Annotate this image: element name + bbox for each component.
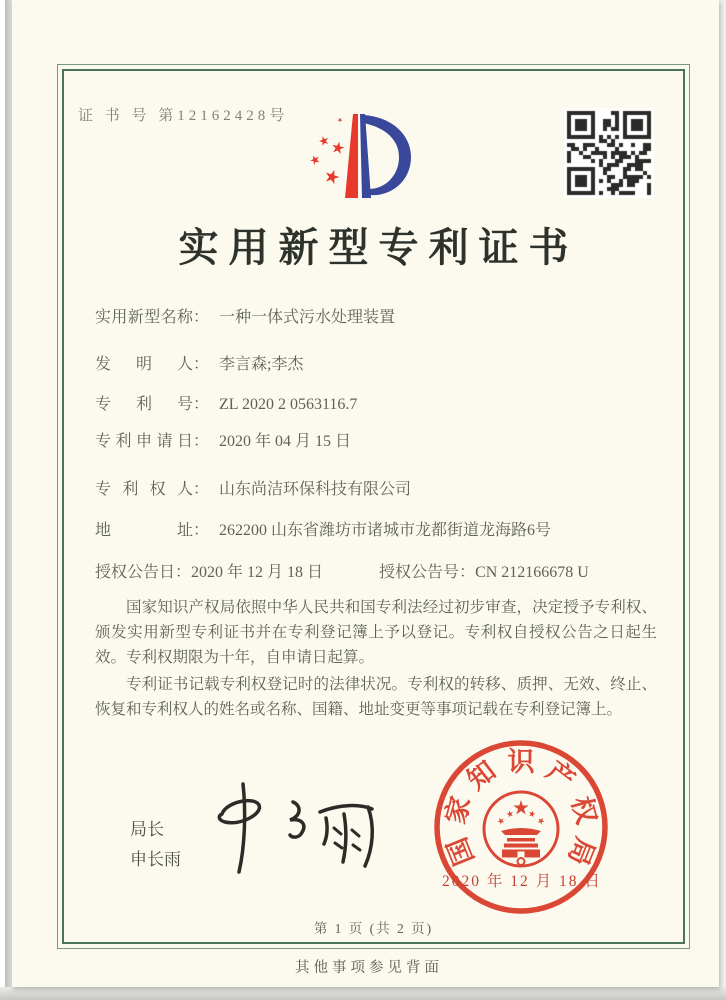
field-label: 专利号: [95, 396, 193, 413]
certificate-title: 实用新型专利证书: [178, 225, 579, 270]
field-row: [95, 517, 551, 540]
svg-text:知: 知: [461, 755, 502, 796]
field-colon: ：: [175, 564, 192, 581]
field-colon: ：: [193, 433, 210, 450]
svg-text:家: 家: [440, 793, 477, 828]
official-seal: [428, 735, 618, 925]
national-emblem-icon: [484, 792, 558, 866]
field-colon: ：: [193, 481, 210, 498]
field-colon: ：: [193, 309, 210, 326]
paragraph: 国家知识产权局依照中华人民共和国专利法经过初步审查，决定授予专利权、颁发实用新型专利证书并在专利登记簿上予以登记。专利权自授权公告之日起生效。专利权期限为十年，自申请日起算。: [95, 599, 657, 666]
paragraph: 专利证书记载专利权登记时的法律状况。专利权的转移、质押、无效、终止、恢复和专利权人的姓名或名称、国籍、地址变更等事项记载在专利登记簿上。: [95, 676, 657, 718]
scan-edge-left: [5, 0, 12, 1000]
certificate-page: [12, 0, 719, 987]
field-row: [95, 351, 303, 374]
grant-date-label: 授权公告日: [95, 564, 176, 581]
svg-text:产: 产: [540, 755, 581, 796]
svg-text:局: 局: [562, 833, 601, 870]
field-colon: ：: [193, 396, 210, 413]
logo-red-stem: [345, 114, 358, 198]
field-label: 实用新型名称: [95, 309, 193, 326]
field-label: 专利权人: [95, 481, 193, 498]
logo-blue-stem: [360, 114, 371, 198]
field-row: [95, 428, 351, 451]
logo-star-icon: [323, 168, 341, 185]
field-value: 2020 年 04 月 15 日: [219, 433, 352, 450]
field-label: 专利申请日: [95, 433, 193, 450]
field-value: 李言森;李杰: [219, 356, 304, 373]
field-label: 发明人: [95, 356, 193, 373]
grant-no-label: 授权公告号: [379, 564, 460, 581]
svg-text:权: 权: [565, 793, 602, 828]
field-row: [95, 391, 357, 414]
field-value: 一种一体式污水处理装置: [219, 309, 396, 326]
legal-text: [95, 595, 657, 724]
director-title: 局长: [130, 820, 164, 839]
logo-star-icon: [331, 140, 346, 154]
grant-row: [95, 559, 589, 582]
back-note: 其他事项参见背面: [295, 960, 443, 976]
logo-blue-bowl: [363, 115, 411, 195]
field-value: 262200 山东省潍坊市诸城市龙都街道龙海路6号: [219, 522, 552, 539]
seal-date: 2020 年 12 月 18 日: [442, 873, 602, 890]
field-colon: ：: [459, 564, 476, 581]
certificate-number: 证 书 号 第12162428号: [78, 108, 289, 124]
director-block: [130, 815, 181, 875]
field-colon: ：: [193, 356, 210, 373]
director-name: 申长雨: [130, 850, 181, 869]
field-row: [95, 476, 411, 499]
svg-text:国: 国: [441, 833, 480, 870]
grant-date-value: 2020 年 12 月 18 日: [191, 564, 324, 581]
field-value: ZL 2020 2 0563116.7: [219, 396, 358, 413]
field-colon: ：: [193, 522, 210, 539]
qr-code: [564, 108, 654, 198]
logo-star-icon: [309, 153, 321, 165]
field-label: 地址: [95, 522, 193, 539]
scan-edge-bottom: [0, 987, 726, 1000]
logo-star-icon: [337, 117, 344, 124]
logo-star-icon: [318, 135, 330, 147]
scan-edge-right: [719, 0, 726, 1000]
svg-text:识: 识: [507, 747, 535, 777]
director-signature: [198, 776, 388, 876]
cnipa-logo-icon: [288, 104, 420, 202]
grant-no-value: CN 212166678 U: [475, 564, 589, 581]
page-number: 第 1 页 (共 2 页): [313, 921, 434, 936]
field-row: [95, 304, 395, 327]
field-value: 山东尚洁环保科技有限公司: [219, 481, 412, 498]
